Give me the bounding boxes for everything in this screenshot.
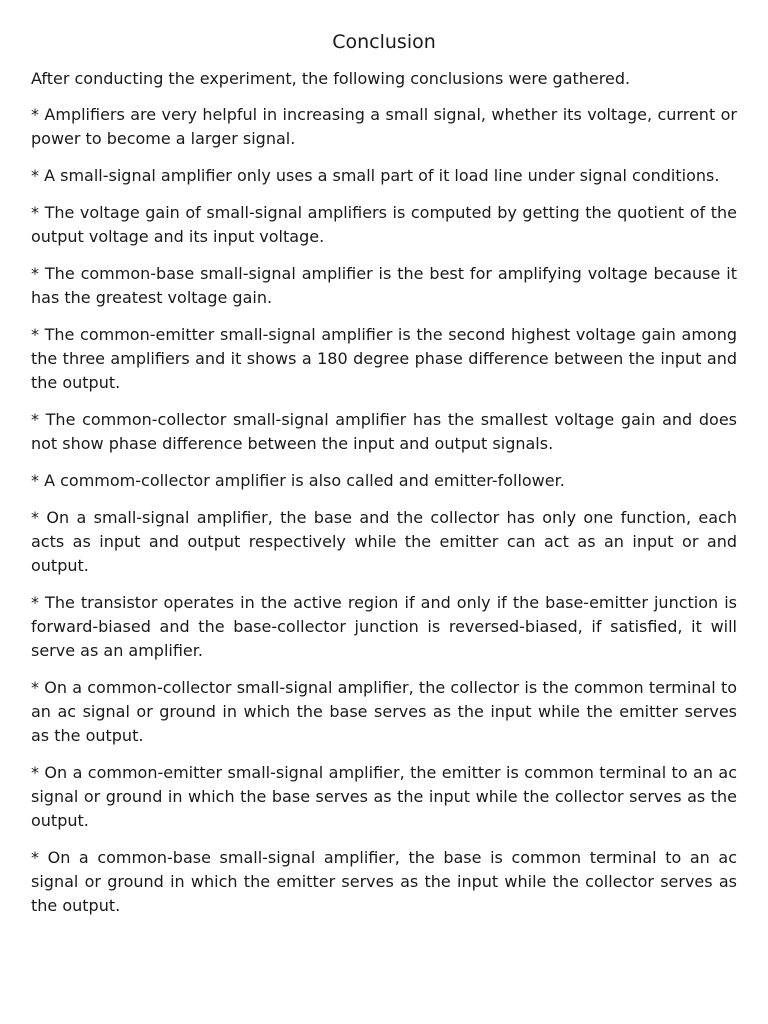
document-page (31, 29, 737, 931)
conclusion-point: * On a small-signal amplifier, the base and the collector has only one function, each acts as input and output respectively while the emitter can act as an input or and output. (31, 508, 737, 575)
page-title: Conclusion (332, 31, 436, 53)
conclusion-point: * The transistor operates in the active region if and only if the base-emitter junction is forward-biased and the base-collector junction is reversed-biased, if satisfied, it will serve as an amplifier. (31, 593, 737, 660)
conclusion-point: * The common-collector small-signal amplifier has the smallest voltage gain and does not show phase difference between the input and output signals. (31, 410, 737, 453)
conclusion-point: * On a common-base small-signal amplifier, the base is common terminal to an ac signal or ground in which the emitter serves as the input while the collector serves as the output. (31, 848, 737, 915)
conclusion-point: * The common-emitter small-signal amplifier is the second highest voltage gain among the three amplifiers and it shows a 180 degree phase difference between the input and the output. (31, 325, 737, 392)
conclusion-point: * A small-signal amplifier only uses a small part of it load line under signal conditions. (31, 166, 720, 185)
conclusion-point: * On a common-collector small-signal amplifier, the collector is the common terminal to an ac signal or ground in which the base serves as the input while the emitter serves as the output. (31, 678, 737, 745)
conclusion-point: * The voltage gain of small-signal amplifiers is computed by getting the quotient of the output voltage and its input voltage. (31, 203, 737, 246)
conclusion-point: * Amplifiers are very helpful in increasing a small signal, whether its voltage, current or power to become a larger signal. (31, 105, 737, 148)
intro-paragraph: After conducting the experiment, the following conclusions were gathered. (31, 69, 631, 88)
conclusion-point: * On a common-emitter small-signal amplifier, the emitter is common terminal to an ac signal or ground in which the base serves as the input while the collector serves as the output. (31, 763, 737, 830)
conclusion-point: * A commom-collector amplifier is also called and emitter-follower. (31, 471, 565, 490)
conclusion-point: * The common-base small-signal amplifier is the best for amplifying voltage because it has the greatest voltage gain. (31, 264, 737, 307)
